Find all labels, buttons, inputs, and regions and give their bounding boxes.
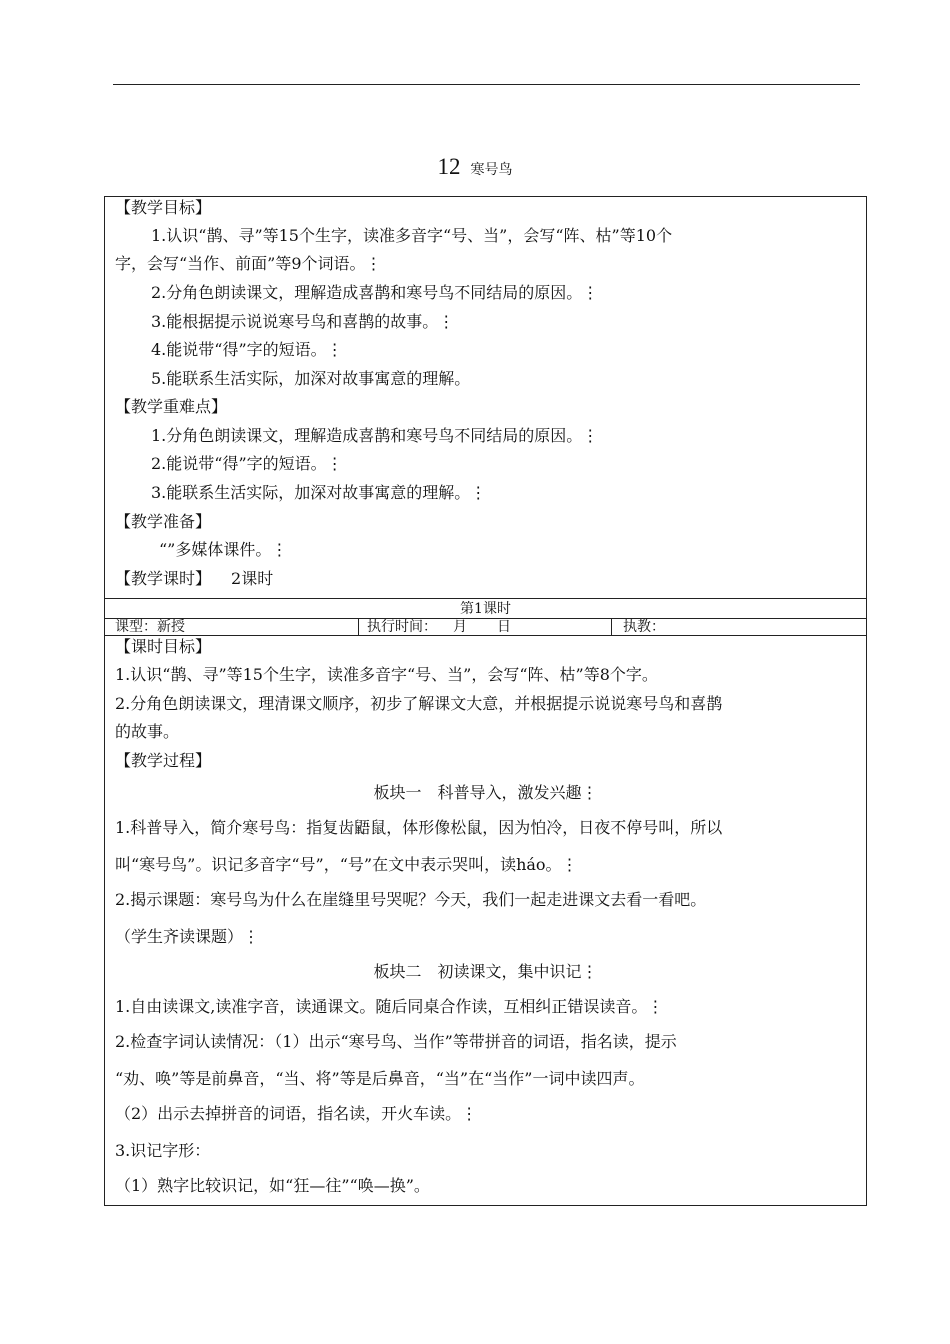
process-heading: 【教学过程】 xyxy=(115,751,212,770)
page-title xyxy=(0,152,950,185)
goal-line-6: 5.能联系生活实际，加深对故事寓意的理解。 xyxy=(151,369,471,388)
divider xyxy=(105,635,866,636)
lesson-plan-table xyxy=(104,196,867,1206)
header-rule xyxy=(113,84,860,85)
goal-line-1: 1.认识“鹊、寻”等15个生字，读准多音字“号、当”，会写“阵、枯”等10个 xyxy=(151,226,673,245)
class-goal-line-3: 的故事。 xyxy=(115,722,180,741)
session-time-label: 执行时间： xyxy=(367,619,437,635)
block-one-line-3: 2.揭示课题：寒号鸟为什么在崖缝里号哭呢？今天，我们一起走进课文去看一看吧。 xyxy=(115,890,707,909)
goals-heading: 【教学目标】 xyxy=(115,198,212,217)
lesson-number: 12 xyxy=(437,154,461,179)
key-point-line-2: 2.能说带“得”字的短语。⋮ xyxy=(151,454,343,473)
block-two-line-2: 2.检查字词认读情况：（1）出示“寒号鸟、当作”等带拼音的词语，指名读，提示 xyxy=(115,1032,677,1051)
block-two-line-5: 3.识记字形： xyxy=(115,1141,211,1160)
hours-row xyxy=(115,567,273,591)
block-two-title: 板块二 初读课文，集中识记⋮ xyxy=(373,962,598,981)
class-goal-line-2: 2.分角色朗读课文，理清课文顺序，初步了解课文大意，并根据提示说说寒号鸟和喜鹊 xyxy=(115,694,723,713)
key-points-heading: 【教学重难点】 xyxy=(115,397,228,416)
session-month-label: 月 xyxy=(453,619,467,635)
session-title: 第1课时 xyxy=(460,601,511,617)
class-goal-line-1: 1.认识“鹊、寻”等15个生字，读准多音字“号、当”，会写“阵、枯”等8个字。 xyxy=(115,665,658,684)
block-two-line-6: （1）熟字比较识记，如“狂—往”“唤—换”。 xyxy=(115,1176,430,1195)
block-one-line-2: 叫“寒号鸟”。识记多音字“号”，“号”在文中表示哭叫，读háo。⋮ xyxy=(115,855,578,874)
class-goals-heading: 【课时目标】 xyxy=(115,637,212,656)
goal-line-2: 字，会写“当作、前面”等9个词语。⋮ xyxy=(115,254,382,273)
preparation-text: “”多媒体课件。⋮ xyxy=(159,540,288,559)
goal-line-5: 4.能说带“得”字的短语。⋮ xyxy=(151,340,343,359)
hours-value: 2课时 xyxy=(231,569,274,588)
divider xyxy=(105,598,866,599)
goal-line-3: 2.分角色朗读课文，理解造成喜鹊和寒号鸟不同结局的原因。⋮ xyxy=(151,283,599,302)
session-type: 课型：新授 xyxy=(115,619,185,635)
session-day-label: 日 xyxy=(497,619,511,635)
session-time xyxy=(367,618,511,636)
goal-line-4: 3.能根据提示说说寒号鸟和喜鹊的故事。⋮ xyxy=(151,312,455,331)
preparation-heading: 【教学准备】 xyxy=(115,512,212,531)
lesson-title: 寒号鸟 xyxy=(470,162,513,178)
key-point-line-3: 3.能联系生活实际，加深对故事寓意的理解。⋮ xyxy=(151,483,487,502)
session-teacher: 执教： xyxy=(623,619,665,635)
column-divider xyxy=(611,618,612,635)
block-two-line-4: （2）出示去掉拼音的词语，指名读，开火车读。⋮ xyxy=(115,1104,478,1123)
block-one-line-4: （学生齐读课题）⋮ xyxy=(115,927,260,946)
block-one-title: 板块一 科普导入，激发兴趣⋮ xyxy=(373,783,598,802)
block-two-line-1: 1.自由读课文,读准字音，读通课文。随后同桌合作读，互相纠正错误读音。⋮ xyxy=(115,997,664,1016)
block-two-line-3: “劝、唤”等是前鼻音，“当、将”等是后鼻音，“当”在“当作”一词中读四声。 xyxy=(115,1069,645,1088)
block-one-line-1: 1.科普导入，简介寒号鸟：指复齿鼯鼠，体形像松鼠，因为怕冷，日夜不停号叫，所以 xyxy=(115,818,723,837)
hours-heading: 【教学课时】 xyxy=(115,569,212,588)
column-divider xyxy=(358,618,359,635)
key-point-line-1: 1.分角色朗读课文，理解造成喜鹊和寒号鸟不同结局的原因。⋮ xyxy=(151,426,599,445)
